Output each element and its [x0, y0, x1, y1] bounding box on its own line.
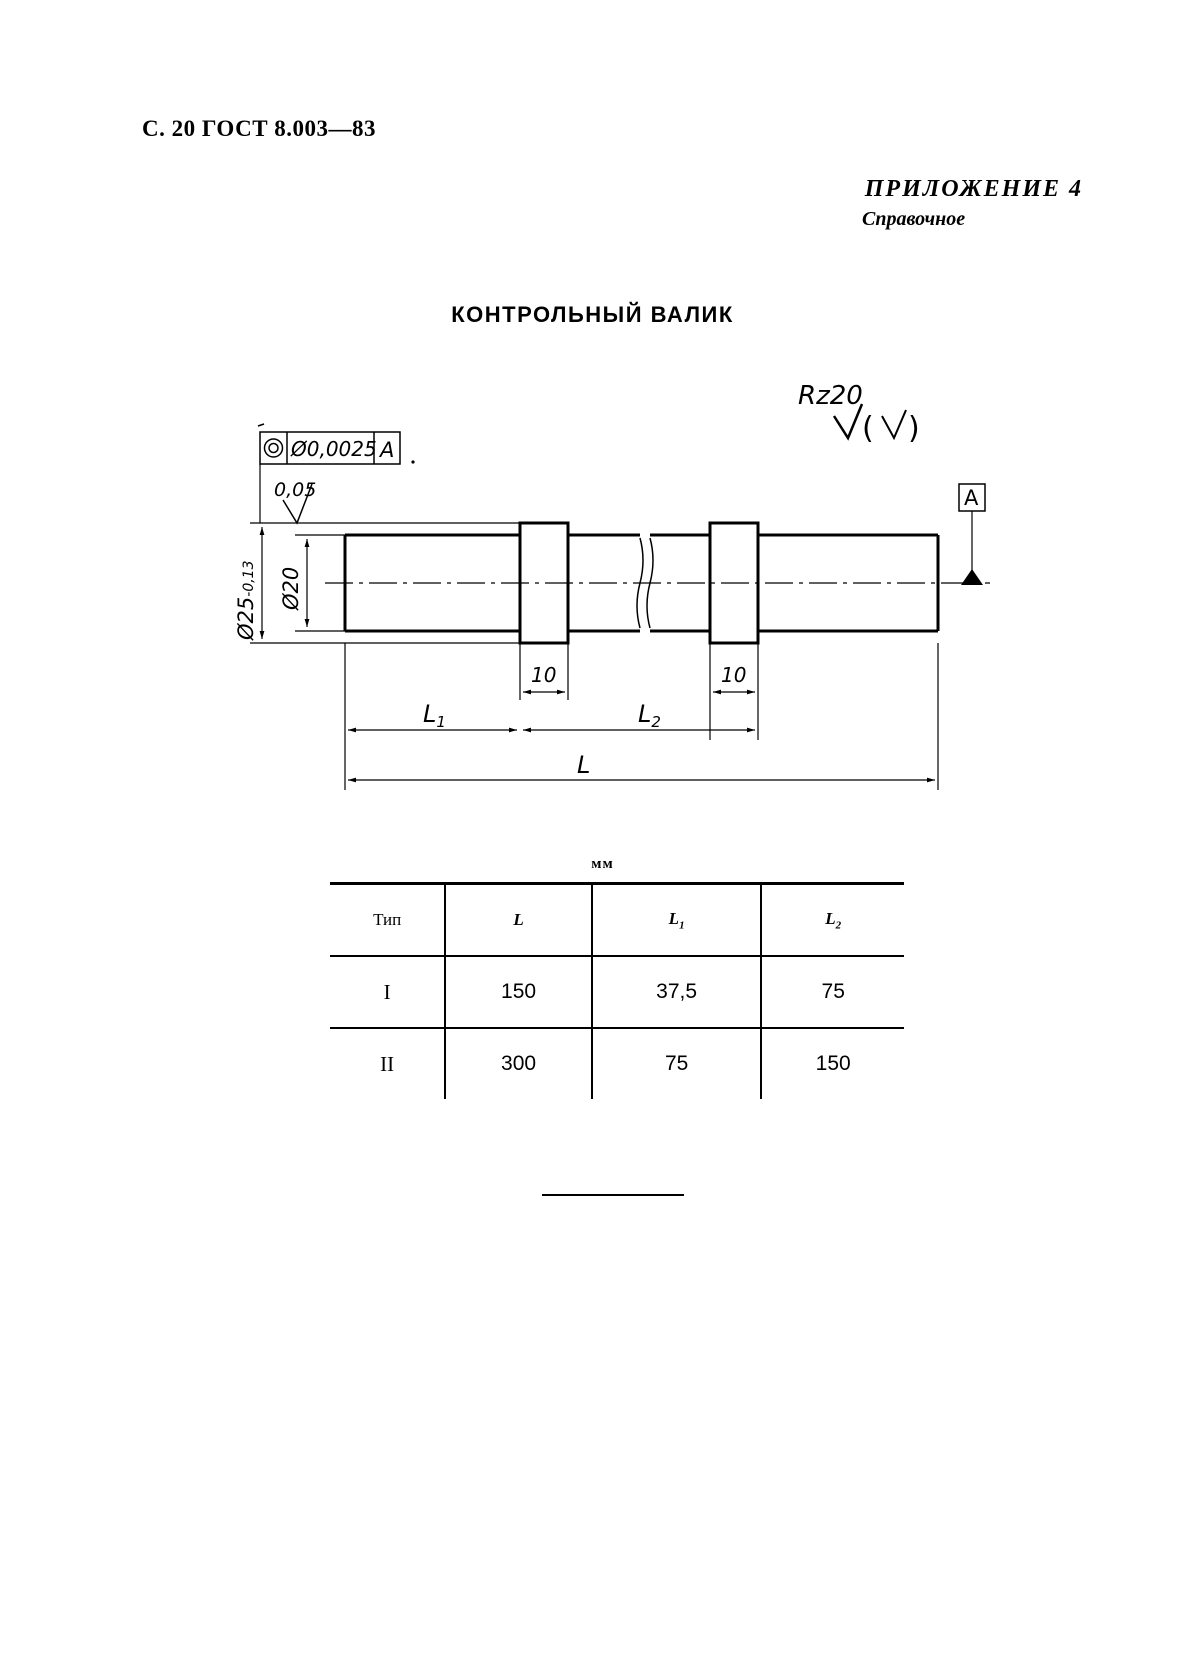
- table-units: мм: [591, 856, 614, 872]
- header-l2: $L_2$: [825, 908, 842, 932]
- appendix-title: ПРИЛОЖЕНИЕ 4: [864, 176, 1083, 202]
- header-l1: $L_1$: [592, 884, 762, 957]
- runout-note: [274, 479, 316, 523]
- cell-l2: 150: [815, 1052, 851, 1075]
- page-header: С. 20 ГОСТ 8.003—83: [142, 116, 377, 141]
- cell-l: 150: [445, 956, 592, 1028]
- svg-text:(: (: [862, 411, 874, 446]
- end-rule: [542, 1194, 684, 1196]
- cell-l1: 75: [592, 1028, 762, 1099]
- table-row: [330, 956, 904, 1028]
- cell-l2: 75: [821, 980, 845, 1003]
- table-header-row: [330, 884, 904, 957]
- dim-d25-label: Ø25-0,13: [234, 560, 258, 640]
- cell-l1: 37,5: [592, 956, 762, 1028]
- datum-a: [959, 484, 985, 585]
- roughness-symbol: [798, 381, 920, 446]
- header-type: Тип: [330, 884, 445, 957]
- svg-text:A: A: [964, 486, 979, 510]
- dim-l1-label: $L_1$: [423, 700, 446, 731]
- svg-text:): ): [908, 411, 920, 446]
- tolerance-frame: [258, 424, 415, 523]
- dim-collar-right-label: 10: [721, 663, 747, 687]
- dim-collar-left-label: 10: [531, 663, 557, 687]
- dimensions-table: [330, 882, 904, 1099]
- svg-text:Rz20: Rz20: [798, 381, 863, 411]
- main-title: КОНТРОЛЬНЫЙ ВАЛИК: [451, 302, 734, 327]
- table-row: [330, 1028, 904, 1099]
- appendix-subtitle: Справочное: [862, 208, 966, 230]
- header-l: L: [445, 884, 592, 957]
- dim-l-label: L: [577, 751, 591, 779]
- concentricity-icon: [265, 439, 283, 457]
- cell-type: II: [330, 1028, 445, 1099]
- svg-text:0,05: 0,05: [274, 479, 317, 501]
- dim-l2-label: $L_2$: [638, 700, 661, 731]
- dim-d20-label: Ø20: [279, 566, 303, 610]
- cell-type: I: [330, 956, 445, 1028]
- cell-l: 300: [445, 1028, 592, 1099]
- svg-text:A: A: [380, 438, 395, 462]
- svg-text:Ø0,0025: Ø0,0025: [291, 437, 377, 461]
